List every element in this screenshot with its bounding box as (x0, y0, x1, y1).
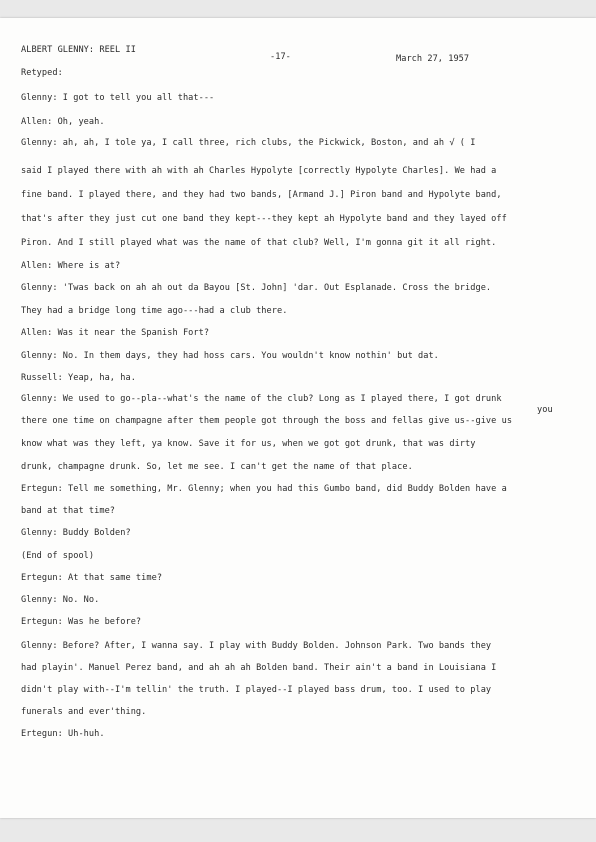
text-line: had playin'. Manuel Perez band, and ah ah ah Bolden band. Their ain't a band in Louisiana I (21, 663, 497, 673)
document-date: March 27, 1957 (396, 54, 470, 64)
text-line: there one time on champagne after them people got through the boss and fellas give us--give us (21, 416, 513, 426)
text-line: Ertegun: Tell me something, Mr. Glenny; when you had this Gumbo band, did Buddy Bolden have a (21, 484, 507, 494)
document-page (0, 18, 596, 818)
text-line: They had a bridge long time ago---had a club there. (21, 306, 288, 316)
interlinear-insert: you (537, 405, 553, 415)
text-line: Piron. And I still played what was the name of that club? Well, I'm gonna git it all right. (21, 238, 497, 248)
text-line: said I played there with ah with ah Charles Hypolyte [correctly Hypolyte Charles]. We had a (21, 166, 497, 176)
text-line: Allen: Where is at? (21, 261, 121, 271)
text-line: Glenny: I got to tell you all that--- (21, 93, 215, 103)
text-line: Glenny: No. In them days, they had hoss cars. You wouldn't know nothin' but dat. (21, 351, 439, 361)
header-title: ALBERT GLENNY: REEL II (21, 45, 136, 55)
text-line: Glenny: No. No. (21, 595, 100, 605)
text-line: Glenny: We used to go--pla--what's the name of the club? Long as I played there, I got drunk (21, 394, 502, 404)
text-line: Glenny: ah, ah, I tole ya, I call three, rich clubs, the Pickwick, Boston, and ah √ ( I (21, 138, 476, 148)
text-line: band at that time? (21, 506, 116, 516)
text-line: Glenny: Before? After, I wanna say. I play with Buddy Bolden. Johnson Park. Two bands they (21, 641, 492, 651)
text-line: Glenny: 'Twas back on ah ah out da Bayou [St. John] 'dar. Out Esplanade. Cross the bridge. (21, 283, 492, 293)
page-number: -17- (270, 52, 291, 62)
text-line: Glenny: Buddy Bolden? (21, 528, 131, 538)
text-line: Russell: Yeap, ha, ha. (21, 373, 136, 383)
text-line: that's after they just cut one band they kept---they kept ah Hypolyte band and they layed off (21, 214, 507, 224)
text-line: fine band. I played there, and they had two bands, [Armand J.] Piron band and Hypolyte band, (21, 190, 502, 200)
text-line: drunk, champagne drunk. So, let me see. I can't get the name of that place. (21, 462, 413, 472)
text-line: Ertegun: Uh-huh. (21, 729, 105, 739)
text-line: (End of spool) (21, 551, 95, 561)
text-line: Allen: Was it near the Spanish Fort? (21, 328, 210, 338)
text-line: know what was they left, ya know. Save it for us, when we got got drunk, that was dirty (21, 439, 476, 449)
text-line: funerals and ever'thing. (21, 707, 147, 717)
text-line: Ertegun: Was he before? (21, 617, 142, 627)
text-line: Allen: Oh, yeah. (21, 117, 105, 127)
text-line: Ertegun: At that same time? (21, 573, 163, 583)
text-line: didn't play with--I'm tellin' the truth. I played--I played bass drum, too. I used to play (21, 685, 492, 695)
text-line: Retyped: (21, 68, 63, 78)
